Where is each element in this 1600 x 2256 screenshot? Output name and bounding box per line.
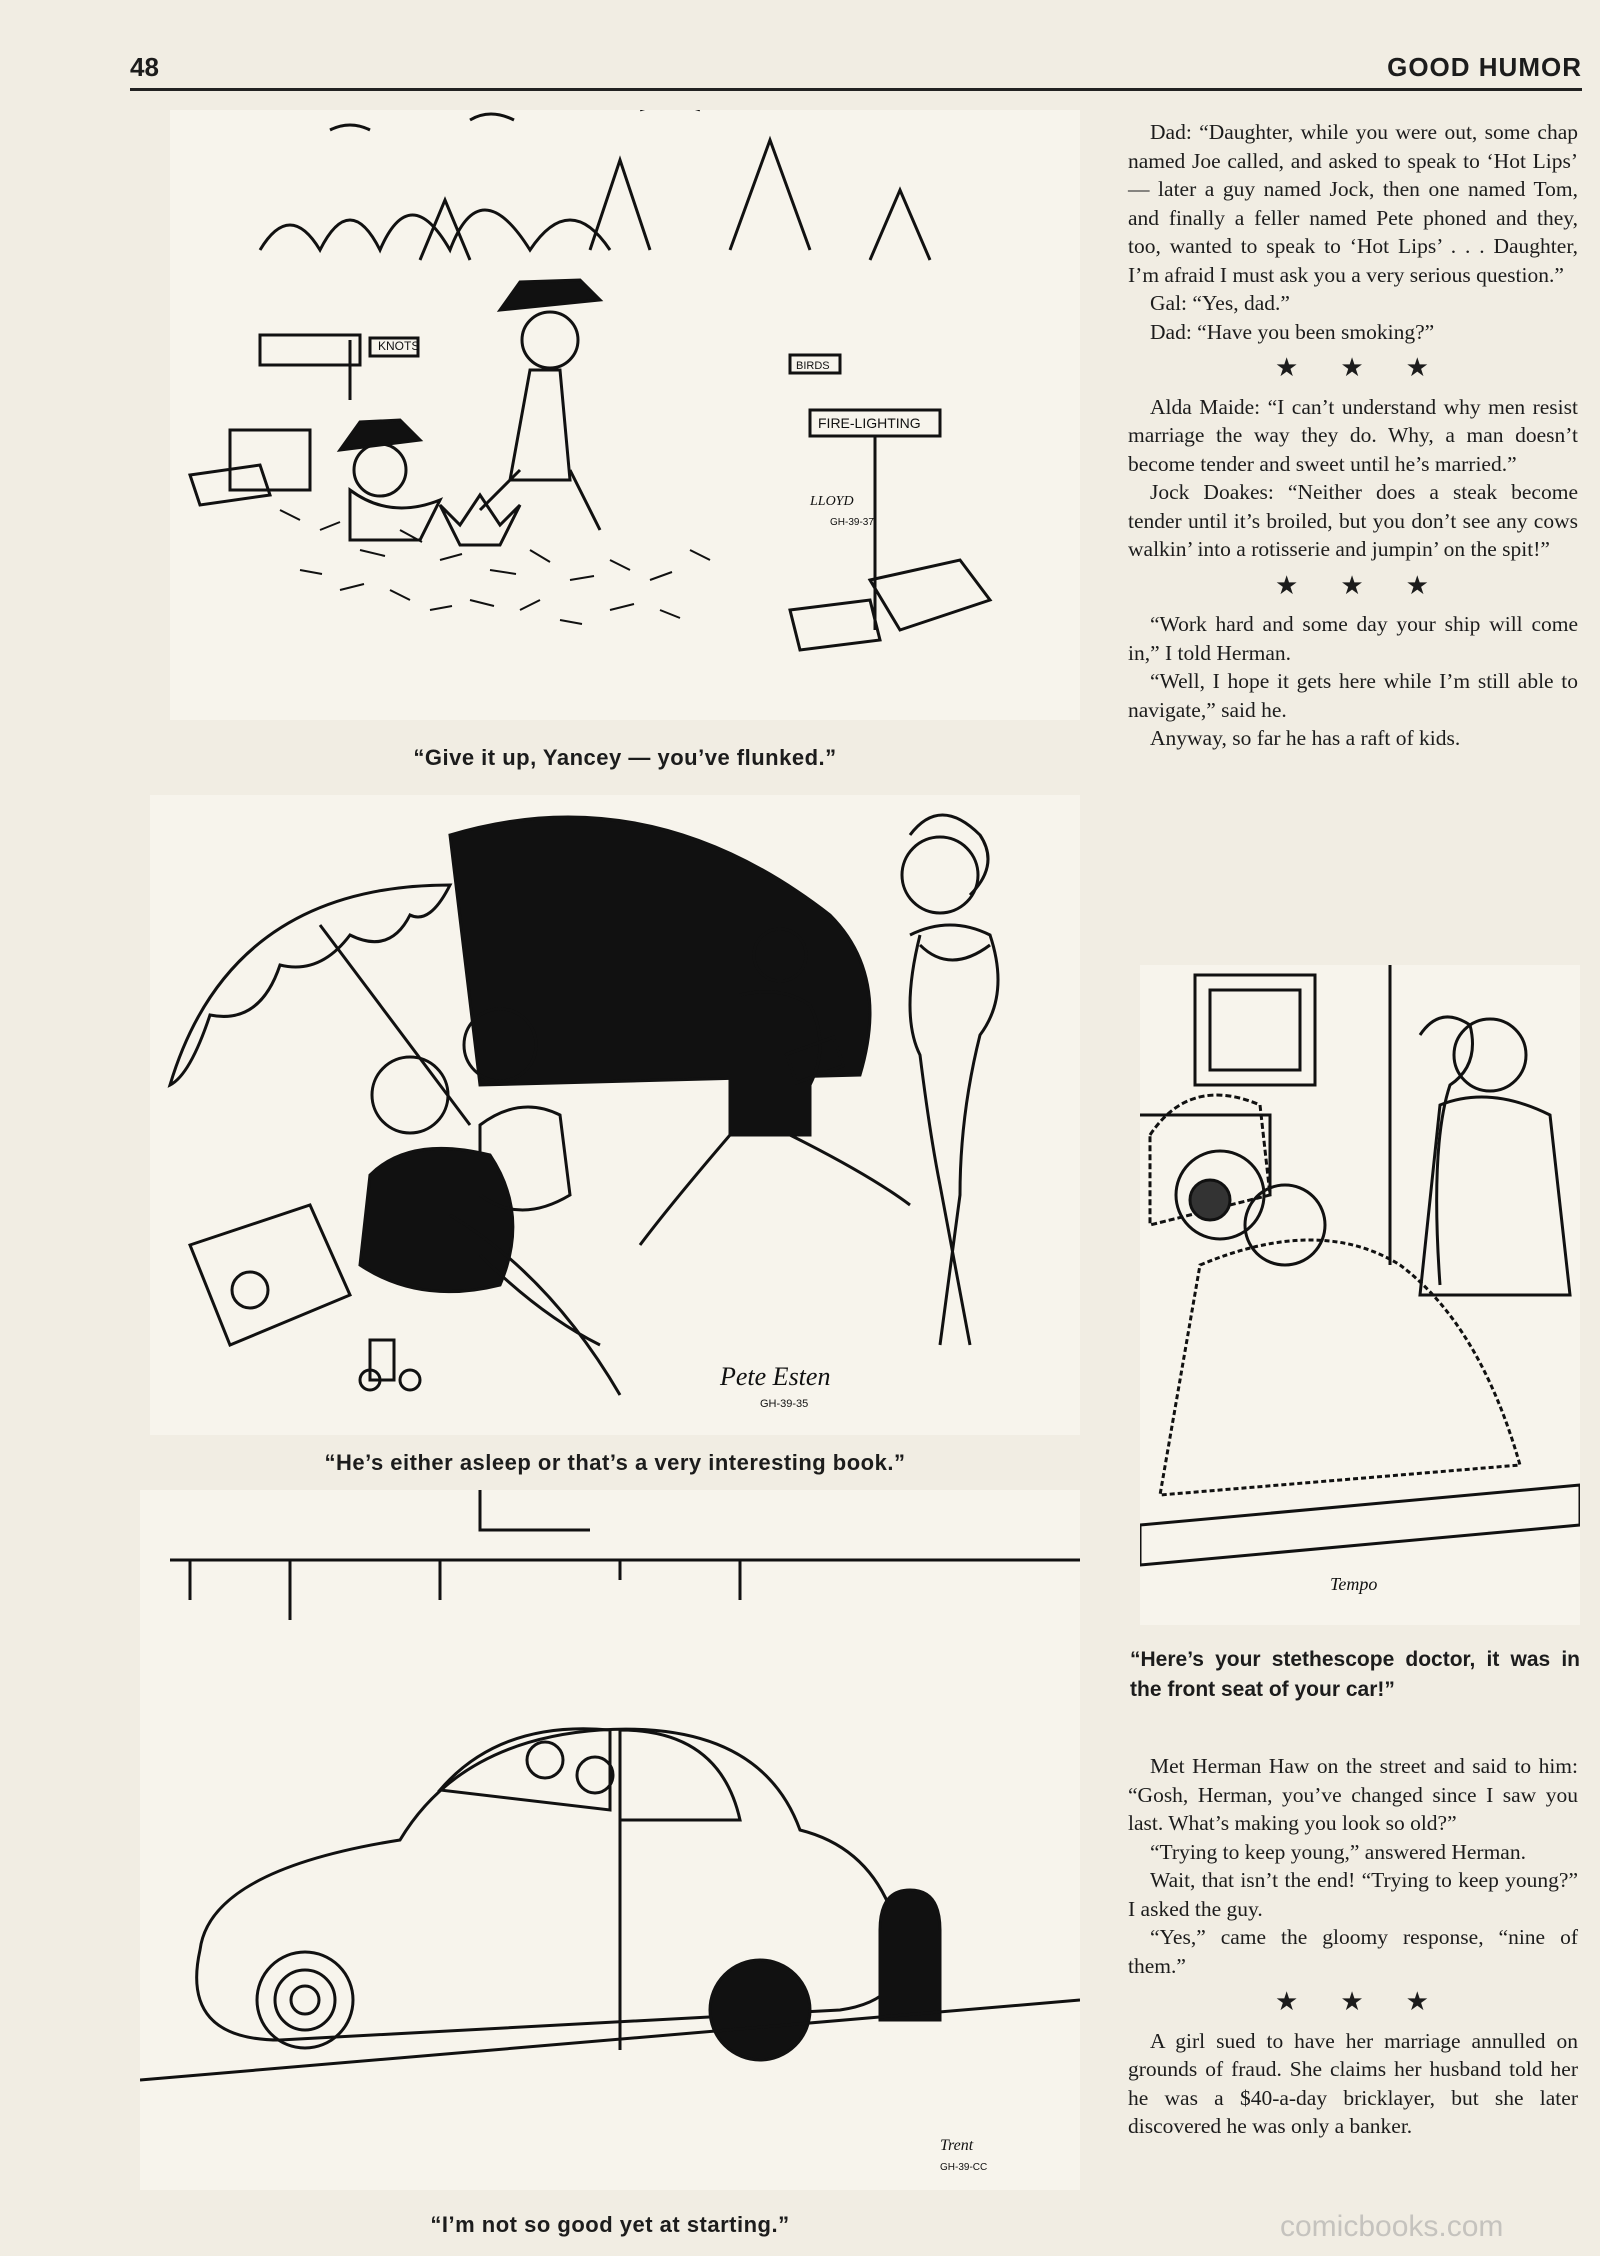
cartoon-beach (150, 795, 1080, 1435)
joke-steak-1: Alda Maide: “I can’t understand why men resist marriage the way they do. Why, a man doesn’t become tender and sweet until he’s married.” (1128, 394, 1578, 476)
cartoon-scouts (170, 110, 1080, 720)
page-number: 48 (130, 52, 159, 82)
joke-smoking-1: Dad: “Daughter, while you were out, some chap named Joe called, and asked to speak to ‘Hot Lips’ — later a guy named Jock, then one named Tom, and finally a feller named Pete phoned and they, too, wanted to speak to ‘Hot Lips’ . . . Daughter, I’m afraid I must ask you a very serious question.” (1128, 120, 1578, 287)
sign-fire-lighting: FIRE-LIGHTING (818, 415, 921, 431)
joke-smoking-2: Gal: “Yes, dad.” (1150, 291, 1290, 315)
joke-herman-3: Wait, that isn’t the end! “Trying to keep young?” I asked the guy. (1128, 1868, 1578, 1921)
cartoon-doctor (1140, 965, 1580, 1625)
joke-herman-2: “Trying to keep young,” answered Herman. (1150, 1839, 1526, 1864)
artist-signature: Pete Esten (720, 1362, 831, 1391)
joke-column-top (1128, 118, 1578, 753)
joke-herman-1: Met Herman Haw on the street and said to him: “Gosh, Herman, you’ve changed since I saw you last. What’s making you look so old?” (1128, 1754, 1578, 1835)
joke-column-bottom (1128, 1752, 1578, 2141)
joke-steak-2: Jock Doakes: “Neither does a steak become tender until it’s broiled, but you don’t see any cows walkin’ into a rotisserie and jumpin’ on the spit!” (1128, 480, 1578, 561)
cartoon-code: GH-39-35 (760, 1398, 809, 1410)
cartoon-caption-doctor: “Here’s your stethescope doctor, it was in the front seat of your car!” (1130, 1648, 1580, 1701)
joke-ship-2: “Well, I hope it gets here while I’m still able to navigate,” said he. (1128, 669, 1578, 722)
magazine-title: GOOD HUMOR (1387, 52, 1582, 82)
joke-ship-1: “Work hard and some day your ship will come in,” I told Herman. (1128, 612, 1578, 665)
joke-smoking-3: Dad: “Have you been smoking?” (1150, 319, 1435, 344)
watermark: comicbooks.com (1280, 2210, 1504, 2243)
joke-bricklayer: A girl sued to have her marriage annulled on grounds of fraud. She claims her husband told her he was a $40-a-day bricklayer, but she later discovered he was only a banker. (1128, 2028, 1578, 2138)
cartoon-caption-beach: “He’s either asleep or that’s a very interesting book.” (324, 1450, 906, 1475)
cartoon-code: GH-39-CC (940, 2162, 988, 2173)
artist-signature: Trent (940, 2137, 974, 2154)
page-header (130, 48, 1582, 91)
star-divider: ★★★ (1275, 353, 1471, 382)
cartoon-caption-scouts: “Give it up, Yancey — you’ve flunked.” (413, 745, 837, 770)
joke-ship-3: Anyway, so far he has a raft of kids. (1150, 726, 1461, 750)
joke-herman-4: “Yes,” came the gloomy response, “nine of them.” (1128, 1925, 1578, 1978)
sign-knots: KNOTS (378, 339, 420, 353)
star-divider: ★★★ (1275, 570, 1471, 600)
artist-signature: LLOYD (810, 494, 854, 509)
star-divider: ★★★ (1275, 1987, 1471, 2016)
sign-birds: BIRDS (796, 360, 830, 372)
cartoon-car (140, 1490, 1080, 2190)
cartoon-caption-car: “I’m not so good yet at starting.” (430, 2212, 790, 2237)
cartoon-code: GH-39-37 (830, 517, 874, 528)
artist-signature: Tempo (1330, 1574, 1378, 1594)
